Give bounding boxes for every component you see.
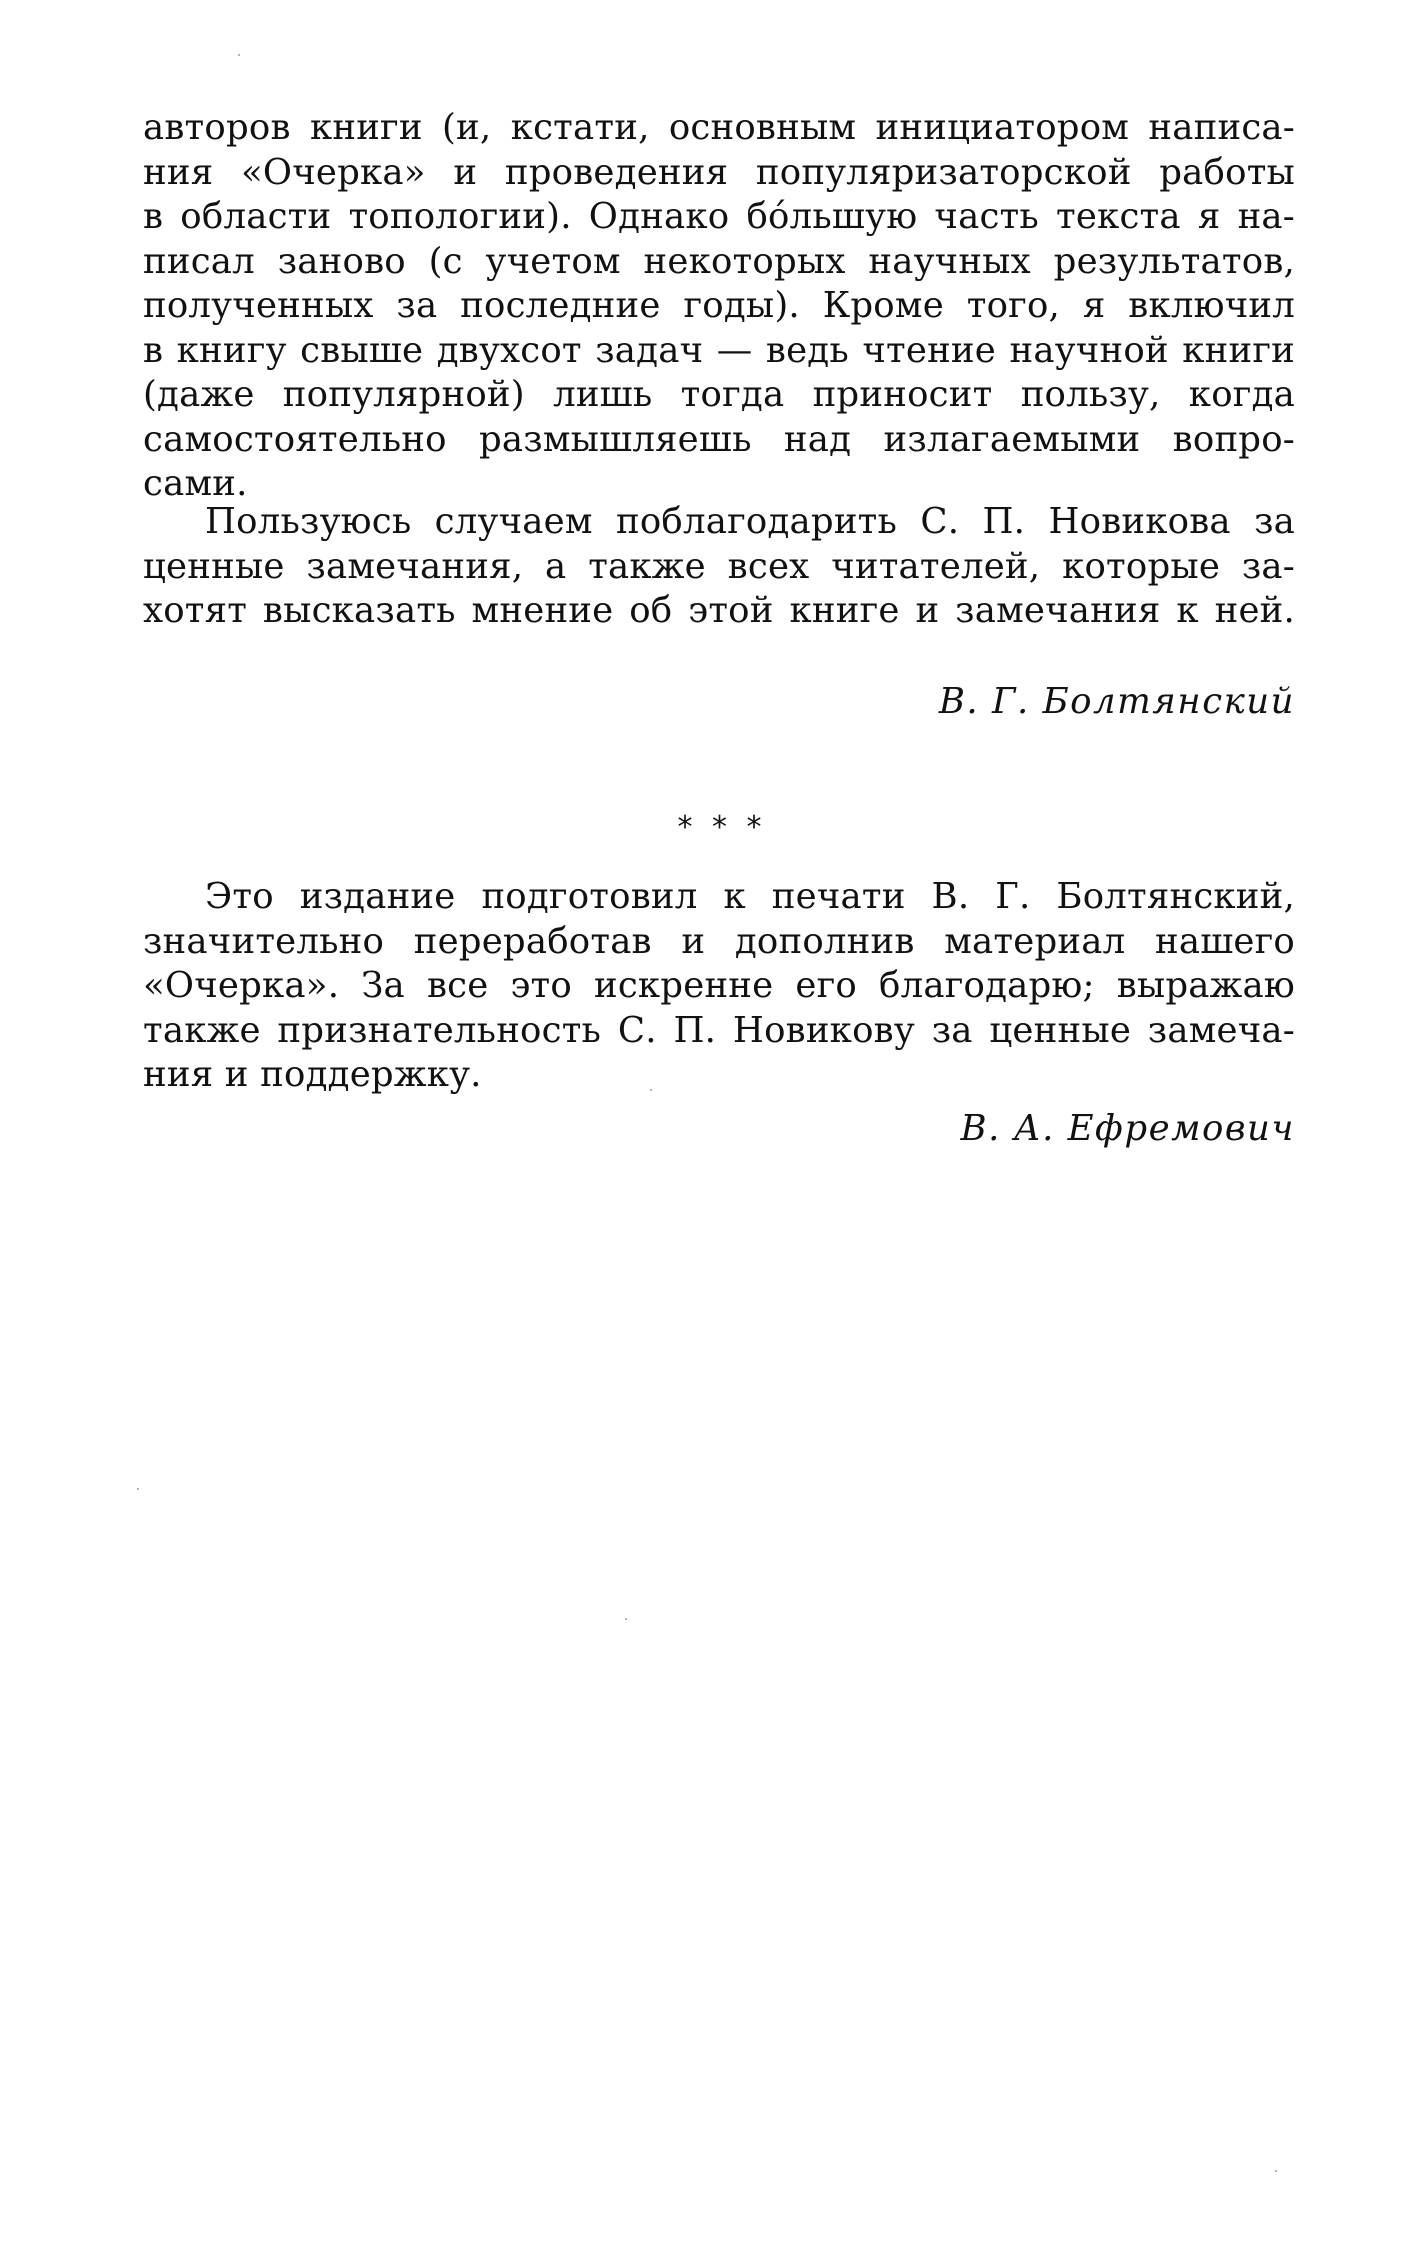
acknowledgement-paragraph [143, 500, 1295, 634]
preface-paragraph [143, 106, 1295, 507]
section-separator: * * * [677, 810, 762, 845]
text-line: авторов книги (и, кстати, основным инициатором написа- [143, 107, 1295, 148]
text-line: ния «Очерка» и проведения популяризаторской работы [143, 151, 1295, 193]
text-line: значительно переработав и дополнив материал нашего [143, 920, 1295, 962]
scan-speck [625, 1618, 627, 1620]
scan-speck [137, 1488, 139, 1490]
text-line: хотят высказать мнение об этой книге и замечания к ней. [143, 590, 1295, 631]
scan-speck [650, 1089, 652, 1091]
author-signature-efremovich: В. А. Ефремович [960, 1108, 1295, 1149]
text-line: (даже популярной) лишь тогда приносит пользу, когда [143, 374, 1295, 415]
text-line: также признательность С. П. Новикову за ценные замеча- [143, 1009, 1295, 1051]
second-note-paragraph [143, 875, 1295, 1098]
scan-speck [238, 54, 240, 56]
text-line: в области топологии). Однако бóльшую часть текста я на- [143, 196, 1295, 237]
text-line: Пользуюсь случаем поблагодарить С. П. Новикова за [205, 501, 1295, 542]
text-line: полученных за последние годы). Кроме того, я включил [143, 285, 1295, 326]
scan-speck [1275, 2170, 1277, 2172]
text-line: Это издание подготовил к печати В. Г. Болтянский, [205, 876, 1295, 917]
text-line: самостоятельно размышляешь над излагаемыми вопро- [143, 418, 1295, 460]
text-line: «Очерка». За все это искренне его благодарю; выражаю [143, 965, 1295, 1006]
text-line: сами. [143, 463, 248, 504]
text-line: писал заново (с учетом некоторых научных результатов, [143, 240, 1295, 282]
text-line: ценные замечания, а также всех читателей, которые за- [143, 545, 1295, 587]
author-signature-boltyansky: В. Г. Болтянский [938, 681, 1295, 722]
text-line: ния и поддержку. [143, 1054, 482, 1095]
text-line: в книгу свыше двухсот задач — ведь чтение научной книги [143, 329, 1295, 371]
